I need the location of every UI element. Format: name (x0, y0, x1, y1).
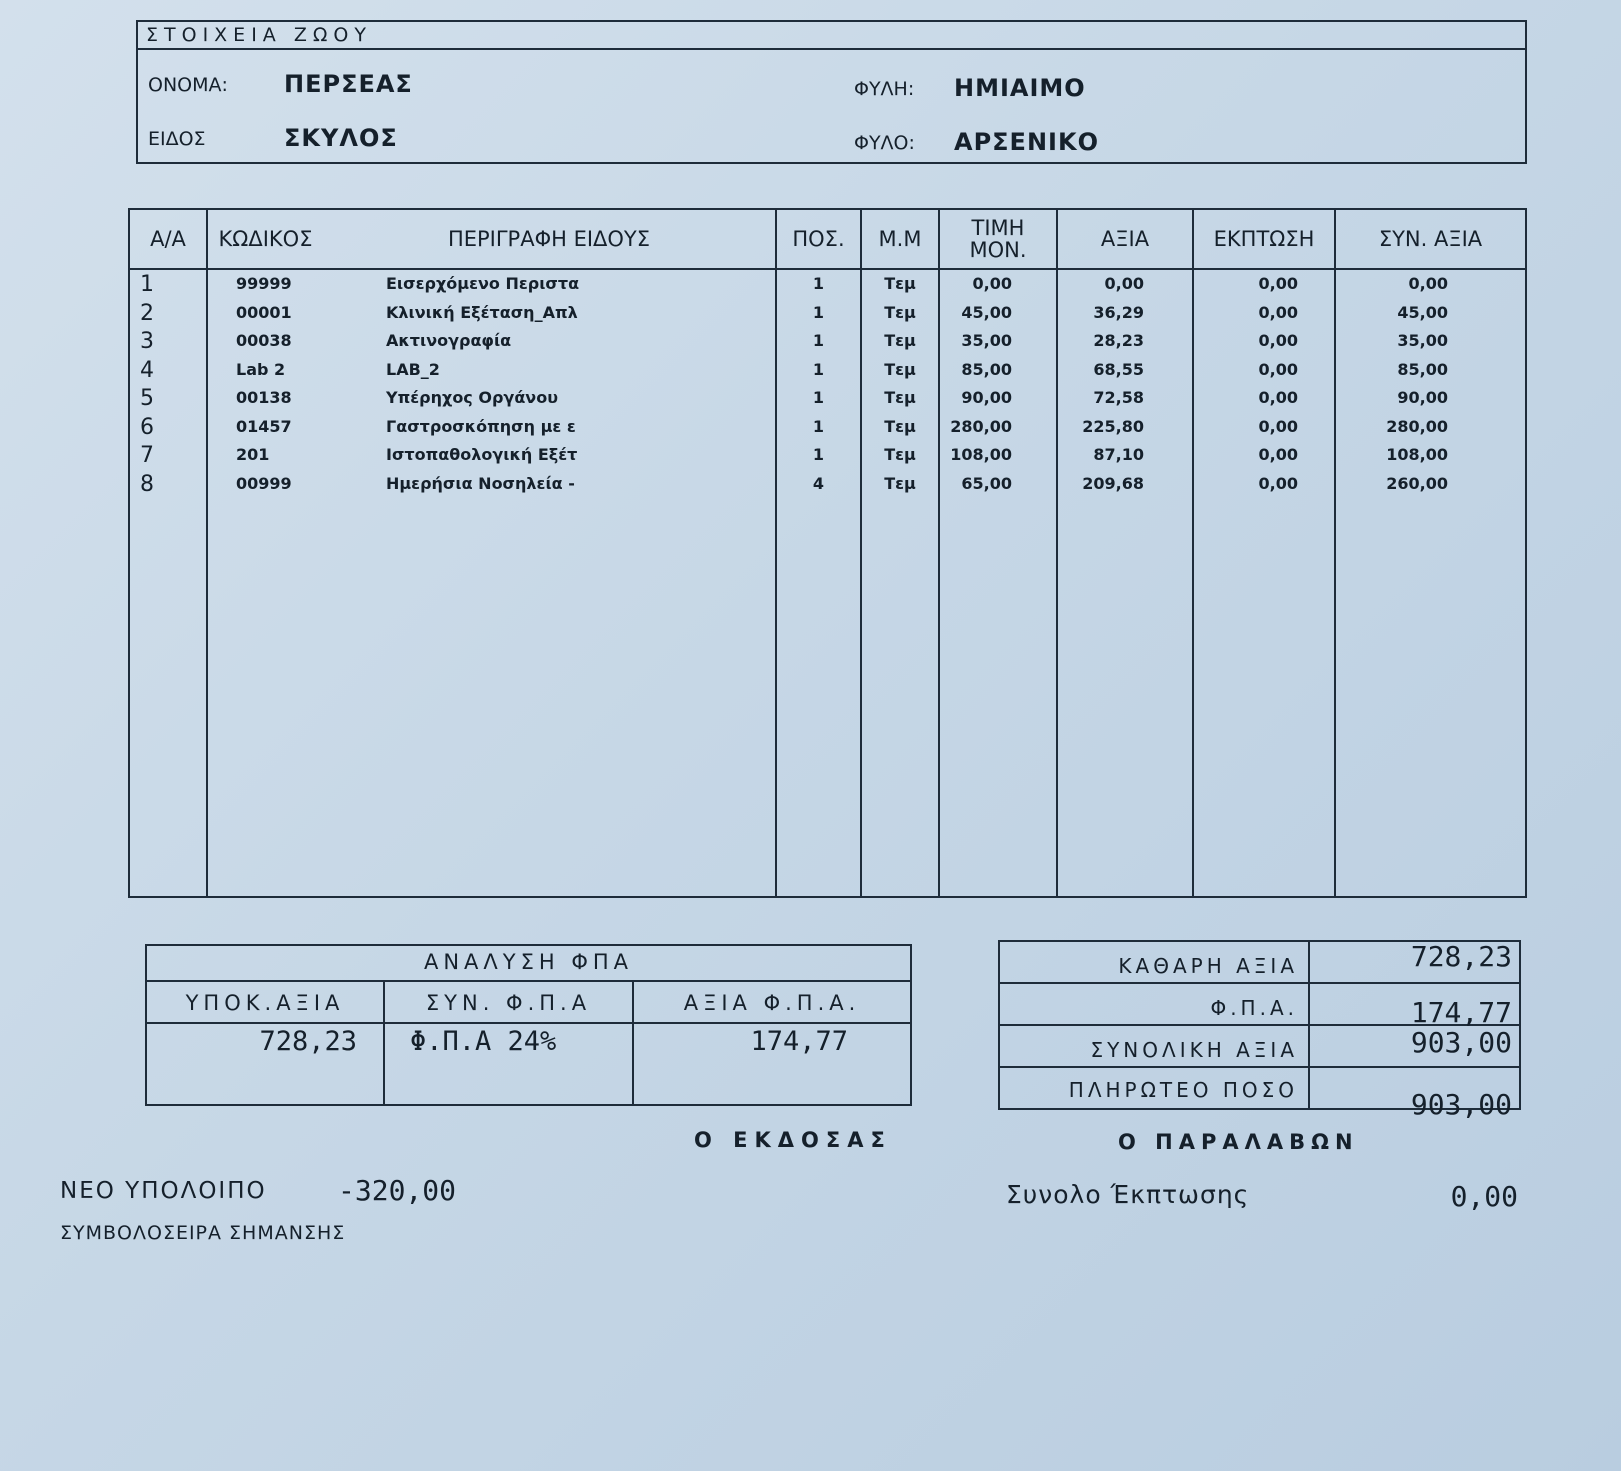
cell-aa: 5 (140, 386, 154, 411)
issuer-label: Ο ΕΚΔΟΣΑΣ (694, 1128, 892, 1152)
header-price-line1: ΤΙΜΗ (971, 216, 1025, 240)
animal-details-box (136, 20, 1527, 164)
net-value-label: ΚΑΘΑΡΗ ΑΞΙΑ (1118, 954, 1298, 978)
cell-description: Υπέρηχος Οργάνου (386, 388, 558, 407)
header-code: ΚΩΔΙΚΟΣ (218, 227, 313, 251)
header-description: ΠΕΡΙΓΡΑΦΗ ΕΙΔΟΥΣ (447, 227, 651, 251)
cell-value: 72,58 (1093, 388, 1144, 407)
breed-label: ΦΥΛΗ: (854, 78, 915, 100)
breed-value: ΗΜΙΑΙΜΟ (954, 74, 1086, 102)
cell-description: Ιστοπαθολογική Εξέτ (386, 445, 578, 464)
cell-description: Εισερχόμενο Περιστα (386, 274, 580, 293)
vat-col-amount: ΑΞΙΑ Φ.Π.Α. (683, 991, 861, 1015)
totals-divider (998, 1066, 1521, 1068)
cell-code: 00001 (236, 302, 292, 322)
cell-aa: 4 (140, 357, 154, 383)
cell-value: 0,00 (1104, 274, 1144, 293)
cell-price: 0,00 (972, 274, 1012, 293)
items-header-divider (128, 268, 1527, 270)
cell-value: 68,55 (1093, 359, 1144, 379)
species-label: ΕΙΔΟΣ (148, 128, 206, 150)
cell-discount: 0,00 (1258, 331, 1298, 350)
cell-value: 28,23 (1093, 331, 1144, 350)
cell-code: 00138 (236, 388, 292, 407)
cell-discount: 0,00 (1258, 359, 1298, 379)
header-aa: Α/Α (150, 227, 186, 251)
cell-qty: 1 (812, 331, 825, 350)
cell-qty: 1 (812, 274, 825, 293)
cell-description: Γαστροσκόπηση με ε (386, 416, 576, 436)
cell-aa: 7 (140, 443, 154, 468)
cell-aa: 8 (140, 471, 154, 497)
cell-qty: 1 (812, 445, 825, 464)
vat-col-rate: ΣΥΝ. Φ.Π.Α (425, 991, 592, 1015)
payable-label: ΠΛΗΡΩΤΕΟ ΠΟΣΟ (1068, 1078, 1298, 1102)
new-balance-value: -320,00 (338, 1174, 457, 1207)
cell-unit: Τεμ (884, 445, 916, 464)
vat-total-value: 174,77 (1410, 996, 1512, 1029)
cell-total: 85,00 (1397, 359, 1448, 379)
payable-value: 903,00 (1410, 1088, 1512, 1121)
sex-value: ΑΡΣΕΝΙΚΟ (954, 128, 1099, 156)
cell-total: 35,00 (1397, 331, 1448, 350)
net-value: 728,23 (1410, 940, 1512, 973)
cell-aa: 1 (140, 272, 154, 297)
cell-total: 90,00 (1397, 388, 1448, 407)
vat-amount-value: 174,77 (750, 1026, 848, 1057)
cell-qty: 1 (812, 416, 825, 436)
name-label: ΟΝΟΜΑ: (148, 74, 228, 96)
vat-subtotal-value: 728,23 (259, 1026, 357, 1057)
discount-total-value: 0,00 (1450, 1180, 1518, 1213)
cell-qty: 1 (812, 359, 825, 379)
cell-unit: Τεμ (884, 359, 916, 379)
cell-unit: Τεμ (884, 302, 916, 322)
header-unit-price (940, 210, 1056, 268)
cell-price: 35,00 (961, 331, 1012, 350)
cell-qty: 1 (812, 302, 825, 322)
cell-description: Κλινική Εξέταση_Απλ (386, 302, 578, 322)
vat-title-divider (145, 980, 912, 982)
cell-code: 00038 (236, 331, 292, 350)
cell-code: Lab 2 (236, 359, 286, 379)
cell-discount: 0,00 (1258, 388, 1298, 407)
new-balance-label: ΝΕΟ ΥΠΟΛΟΙΠΟ (60, 1178, 267, 1204)
cell-total: 0,00 (1408, 274, 1448, 293)
cell-code: 00999 (236, 473, 292, 493)
cell-discount: 0,00 (1258, 274, 1298, 293)
vat-total-label: Φ.Π.Α. (1210, 996, 1298, 1020)
cell-total: 280,00 (1386, 416, 1448, 436)
cell-code: 01457 (236, 416, 292, 436)
cell-value: 209,68 (1082, 473, 1144, 493)
cell-qty: 1 (812, 388, 825, 407)
cell-code: 201 (236, 445, 270, 464)
cell-description: Ακτινογραφία (386, 331, 512, 350)
cell-qty: 4 (812, 473, 825, 493)
recipient-label: Ο ΠΑΡΑΛΑΒΩΝ (1118, 1130, 1359, 1154)
cell-price: 85,00 (961, 359, 1012, 379)
header-value: ΑΞΙΑ (1100, 227, 1150, 251)
discount-total-label: Συνολο Έκπτωσης (1006, 1180, 1250, 1209)
totals-divider (998, 982, 1521, 984)
cell-unit: Τεμ (884, 388, 916, 407)
cell-discount: 0,00 (1258, 416, 1298, 436)
cell-price: 108,00 (950, 445, 1012, 464)
header-discount: ΕΚΠΤΩΣΗ (1213, 227, 1315, 251)
header-qty: ΠΟΣ. (792, 227, 845, 251)
species-value: ΣΚΥΛΟΣ (284, 124, 398, 152)
gross-value: 903,00 (1410, 1026, 1512, 1059)
vat-col-subtotal: ΥΠΟΚ.ΑΞΙΑ (185, 991, 345, 1015)
cell-discount: 0,00 (1258, 302, 1298, 322)
cell-price: 45,00 (961, 302, 1012, 322)
cell-description: Ημερήσια Νοσηλεία - (386, 473, 575, 493)
cell-total: 108,00 (1386, 445, 1448, 464)
cell-unit: Τεμ (884, 274, 916, 293)
cell-value: 225,80 (1082, 416, 1144, 436)
cell-price: 90,00 (961, 388, 1012, 407)
vat-rate-value: Φ.Π.Α 24% (410, 1026, 557, 1057)
cell-total: 260,00 (1386, 473, 1448, 493)
cell-total: 45,00 (1397, 302, 1448, 322)
cell-code: 99999 (236, 274, 292, 293)
cell-aa: 6 (140, 414, 154, 440)
cell-price: 65,00 (961, 473, 1012, 493)
vat-header-divider (145, 1022, 912, 1024)
vat-title: ΑΝΑΛΥΣΗ ΦΠΑ (423, 950, 634, 974)
animal-details-title: ΣΤΟΙΧΕΙΑ ΖΩΟΥ (138, 22, 1525, 50)
sex-label: ΦΥΛΟ: (854, 132, 915, 154)
cell-aa: 3 (140, 329, 154, 354)
cell-discount: 0,00 (1258, 445, 1298, 464)
cell-unit: Τεμ (884, 416, 916, 436)
cell-unit: Τεμ (884, 331, 916, 350)
cell-discount: 0,00 (1258, 473, 1298, 493)
header-total: ΣΥΝ. ΑΞΙΑ (1378, 227, 1483, 251)
header-price-line2: ΜΟΝ. (969, 238, 1027, 262)
marking-code-label: ΣΥΜΒΟΛΟΣΕΙΡΑ ΣΗΜΑΝΣΗΣ (60, 1222, 346, 1244)
cell-aa: 2 (140, 300, 154, 326)
cell-unit: Τεμ (884, 473, 916, 493)
cell-description: LAB_2 (386, 359, 440, 379)
cell-value: 36,29 (1093, 302, 1144, 322)
name-value: ΠΕΡΣΕΑΣ (284, 70, 413, 98)
cell-value: 87,10 (1093, 445, 1144, 464)
cell-price: 280,00 (950, 416, 1012, 436)
header-unit: Μ.Μ (878, 227, 922, 251)
col-divider (206, 208, 208, 898)
gross-value-label: ΣΥΝΟΛΙΚΗ ΑΞΙΑ (1090, 1038, 1298, 1062)
